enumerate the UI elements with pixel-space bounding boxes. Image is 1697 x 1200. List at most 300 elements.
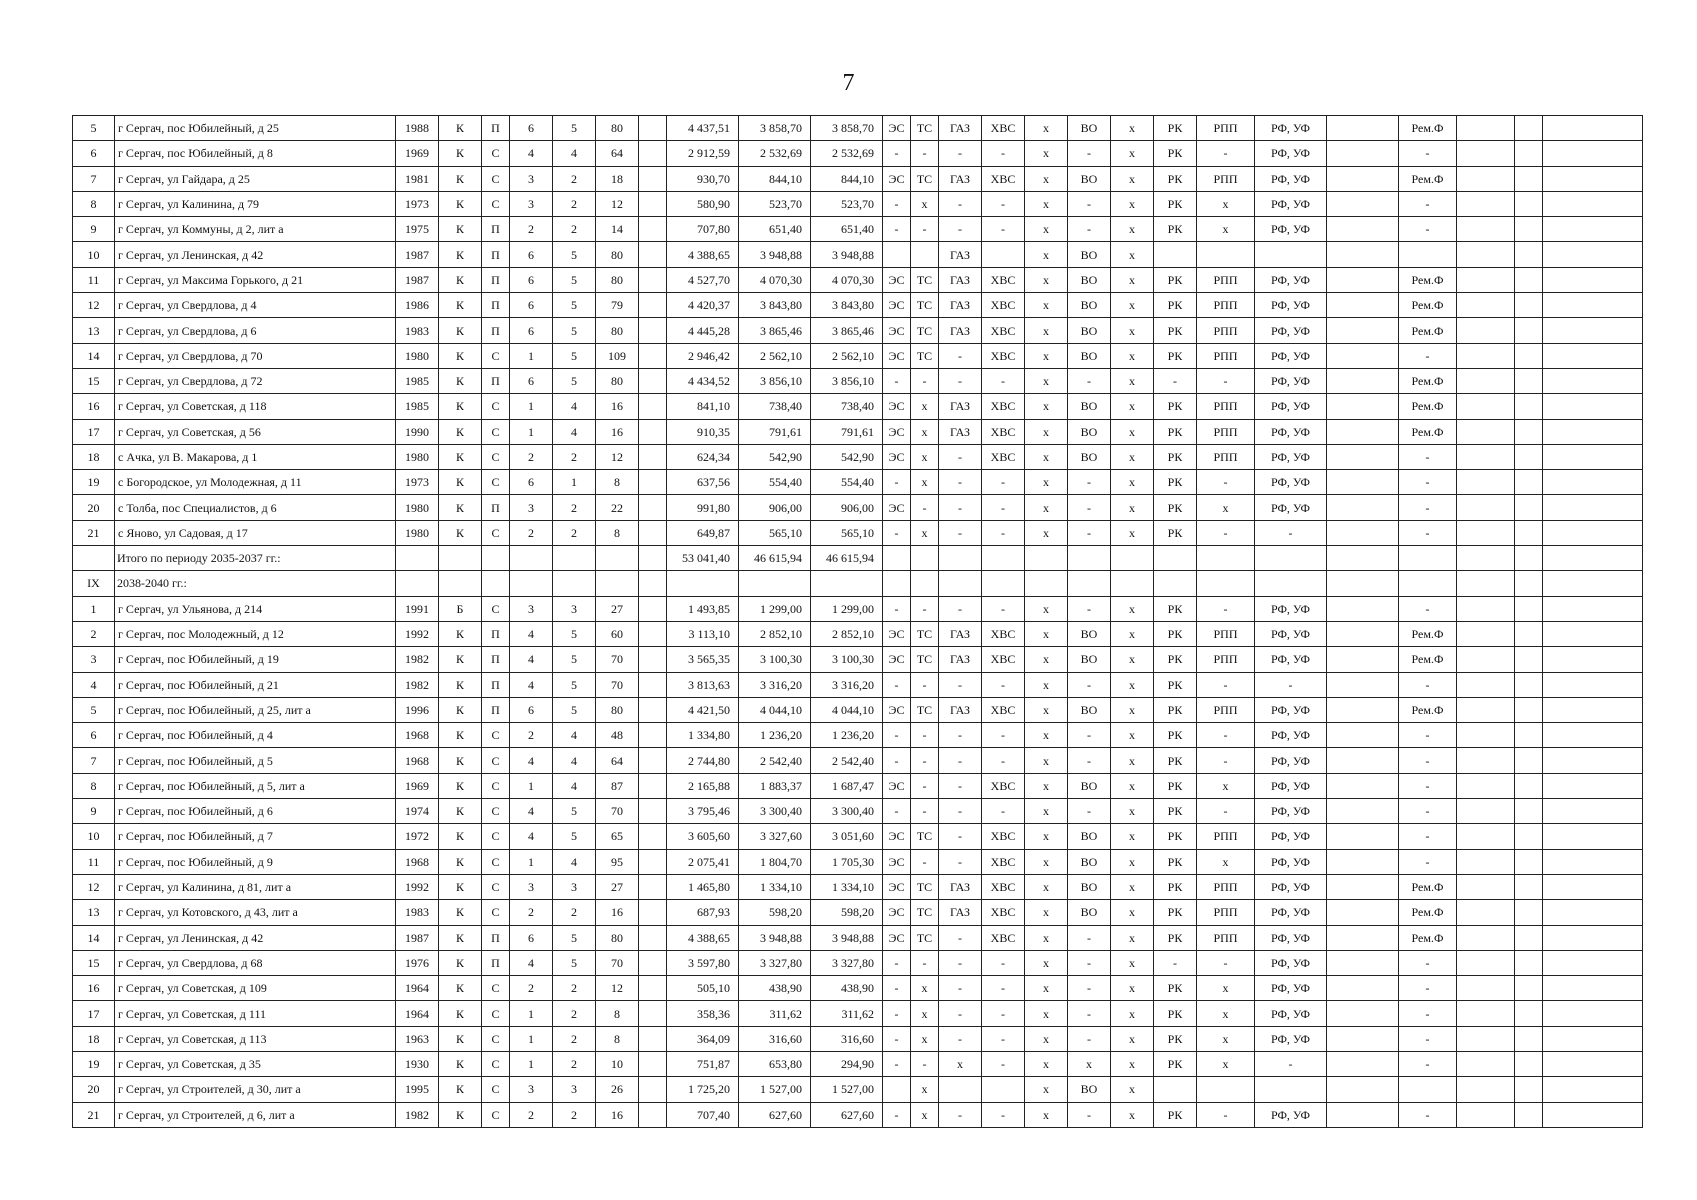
area-cell: 637,56 (667, 470, 739, 495)
table-cell: С (482, 596, 510, 621)
table-cell (1399, 571, 1457, 596)
table-cell: - (883, 191, 911, 216)
table-cell (1457, 1102, 1515, 1127)
table-cell: РФ, УФ (1255, 419, 1327, 444)
table-cell: х (1111, 217, 1154, 242)
table-cell: 12 (596, 444, 639, 469)
table-cell: РК (1154, 1026, 1197, 1051)
table-cell (1457, 470, 1515, 495)
table-cell (1457, 596, 1515, 621)
table-cell: - (1197, 672, 1255, 697)
table-cell: - (911, 217, 939, 242)
table-cell (1543, 343, 1643, 368)
address-cell: г Сергач, ул Свердлова, д 6 (115, 318, 396, 343)
table-cell: - (883, 141, 911, 166)
table-cell (1515, 621, 1543, 646)
table-cell: - (911, 773, 939, 798)
table-cell: К (439, 697, 482, 722)
table-cell (639, 343, 667, 368)
table-cell: - (1154, 950, 1197, 975)
table-cell: Б (439, 596, 482, 621)
area-cell: 3 605,60 (667, 824, 739, 849)
table-cell (639, 470, 667, 495)
table-row (73, 293, 1643, 318)
table-cell: х (1025, 520, 1068, 545)
row-number-cell: 8 (73, 773, 115, 798)
table-cell: П (482, 672, 510, 697)
table-cell: х (1025, 166, 1068, 191)
table-cell: 1 (510, 849, 553, 874)
table-cell (939, 571, 982, 596)
table-row (73, 773, 1643, 798)
table-cell (1327, 748, 1399, 773)
table-cell (1543, 672, 1643, 697)
table-cell: РФ, УФ (1255, 217, 1327, 242)
area-cell: 844,10 (739, 166, 811, 191)
area-cell: 1 705,30 (811, 849, 883, 874)
table-cell (639, 1077, 667, 1102)
table-cell (1543, 950, 1643, 975)
table-cell: х (1111, 267, 1154, 292)
table-cell: 2 (553, 495, 596, 520)
table-cell: - (883, 520, 911, 545)
table-cell: 109 (596, 343, 639, 368)
table-cell (1543, 621, 1643, 646)
table-row (73, 394, 1643, 419)
table-cell: х (1025, 1102, 1068, 1127)
table-cell (1255, 1077, 1327, 1102)
table-cell (1327, 672, 1399, 697)
year-cell: 1990 (396, 419, 439, 444)
table-cell: 6 (510, 293, 553, 318)
table-cell (1515, 950, 1543, 975)
table-cell: ЭС (883, 444, 911, 469)
table-cell (1515, 874, 1543, 899)
table-cell (1543, 723, 1643, 748)
table-cell: - (1197, 470, 1255, 495)
table-row (73, 1026, 1643, 1051)
table-cell: - (939, 191, 982, 216)
table-cell (1543, 444, 1643, 469)
table-cell: - (883, 1051, 911, 1076)
table-cell: К (439, 419, 482, 444)
table-cell: х (1111, 318, 1154, 343)
area-cell: 910,35 (667, 419, 739, 444)
table-cell (1457, 495, 1515, 520)
table-cell: К (439, 495, 482, 520)
area-cell: 294,90 (811, 1051, 883, 1076)
area-cell (811, 571, 883, 596)
table-cell: РК (1154, 293, 1197, 318)
row-number-cell: 11 (73, 849, 115, 874)
table-cell: - (1068, 723, 1111, 748)
area-cell: 2 912,59 (667, 141, 739, 166)
table-cell: С (482, 444, 510, 469)
table-cell (883, 242, 911, 267)
table-cell: ВО (1068, 874, 1111, 899)
table-cell: ЭС (883, 621, 911, 646)
address-cell: г Сергач, ул Советская, д 56 (115, 419, 396, 444)
table-cell: - (1399, 672, 1457, 697)
table-cell: 95 (596, 849, 639, 874)
table-cell (1457, 191, 1515, 216)
table-cell: РФ, УФ (1255, 470, 1327, 495)
area-cell: 738,40 (739, 394, 811, 419)
area-cell: 4 070,30 (739, 267, 811, 292)
table-cell: РФ, УФ (1255, 976, 1327, 1001)
table-cell: 5 (553, 647, 596, 672)
table-cell: - (1197, 596, 1255, 621)
table-cell (510, 546, 553, 571)
table-cell: - (939, 1001, 982, 1026)
area-cell: 4 445,28 (667, 318, 739, 343)
area-cell: 364,09 (667, 1026, 739, 1051)
table-cell: ВО (1068, 166, 1111, 191)
table-cell: РФ, УФ (1255, 1102, 1327, 1127)
table-cell: ХВС (982, 419, 1025, 444)
table-cell: 3 (510, 1077, 553, 1102)
area-cell: 4 388,65 (667, 925, 739, 950)
table-cell (1543, 394, 1643, 419)
table-cell: ВО (1068, 697, 1111, 722)
table-cell: х (1197, 976, 1255, 1001)
row-number-cell: 8 (73, 191, 115, 216)
table-cell: х (911, 470, 939, 495)
area-cell: 3 316,20 (739, 672, 811, 697)
table-cell (1327, 697, 1399, 722)
table-cell: х (1025, 293, 1068, 318)
table-cell (1543, 419, 1643, 444)
table-cell: 6 (510, 368, 553, 393)
table-cell: ГАЗ (939, 267, 982, 292)
table-cell (982, 242, 1025, 267)
table-cell: - (939, 799, 982, 824)
row-number-cell: 13 (73, 318, 115, 343)
area-cell: 598,20 (739, 900, 811, 925)
address-cell: г Сергач, ул Свердлова, д 70 (115, 343, 396, 368)
table-cell: 4 (553, 748, 596, 773)
table-cell: РФ, УФ (1255, 293, 1327, 318)
year-cell: 1968 (396, 748, 439, 773)
year-cell: 1992 (396, 621, 439, 646)
table-cell (1515, 900, 1543, 925)
table-cell (1515, 394, 1543, 419)
table-cell: 79 (596, 293, 639, 318)
area-cell: 651,40 (811, 217, 883, 242)
address-cell: г Сергач, ул Строителей, д 6, лит а (115, 1102, 396, 1127)
table-cell: 6 (510, 318, 553, 343)
table-cell: 10 (596, 1051, 639, 1076)
table-cell: х (1197, 191, 1255, 216)
table-cell: К (439, 470, 482, 495)
table-cell (1327, 596, 1399, 621)
table-cell: 1 (510, 394, 553, 419)
table-cell: ХВС (982, 267, 1025, 292)
table-cell: - (1197, 723, 1255, 748)
table-cell: 2 (510, 1102, 553, 1127)
table-cell: - (1197, 1102, 1255, 1127)
table-cell (1543, 217, 1643, 242)
table-row (73, 1001, 1643, 1026)
area-cell: 3 327,80 (739, 950, 811, 975)
table-cell (1327, 976, 1399, 1001)
table-cell (1543, 470, 1643, 495)
table-cell: - (1399, 799, 1457, 824)
table-cell: П (482, 242, 510, 267)
area-cell: 3 856,10 (739, 368, 811, 393)
table-cell: - (982, 723, 1025, 748)
table-cell: х (1025, 723, 1068, 748)
table-cell: К (439, 191, 482, 216)
table-cell (553, 571, 596, 596)
table-cell: 5 (553, 697, 596, 722)
table-cell: х (1025, 824, 1068, 849)
table-cell: - (883, 672, 911, 697)
table-cell: 3 (510, 596, 553, 621)
table-cell: х (1025, 874, 1068, 899)
table-row (73, 419, 1643, 444)
table-cell: ТС (911, 900, 939, 925)
table-cell: - (1068, 1026, 1111, 1051)
table-cell: - (982, 1051, 1025, 1076)
table-cell: РК (1154, 343, 1197, 368)
table-cell (510, 571, 553, 596)
table-cell: ТС (911, 697, 939, 722)
table-cell: Рем.Ф (1399, 267, 1457, 292)
table-cell: К (439, 976, 482, 1001)
table-cell (1457, 546, 1515, 571)
table-cell: 70 (596, 672, 639, 697)
table-cell: х (1111, 394, 1154, 419)
table-cell: 27 (596, 596, 639, 621)
table-cell: ХВС (982, 925, 1025, 950)
table-cell: 3 (553, 596, 596, 621)
table-cell (1457, 368, 1515, 393)
table-cell: ТС (911, 621, 939, 646)
table-cell: - (1068, 520, 1111, 545)
table-cell: РК (1154, 976, 1197, 1001)
table-cell: Рем.Ф (1399, 874, 1457, 899)
table-cell: РК (1154, 1001, 1197, 1026)
table-cell: х (1025, 242, 1068, 267)
table-cell: К (439, 621, 482, 646)
table-cell (1457, 217, 1515, 242)
row-number-cell: 5 (73, 697, 115, 722)
table-cell (639, 950, 667, 975)
row-number-cell: 3 (73, 647, 115, 672)
table-cell (639, 318, 667, 343)
table-cell: х (911, 1077, 939, 1102)
table-cell: 4 (510, 672, 553, 697)
table-cell (1543, 1077, 1643, 1102)
table-cell: - (883, 748, 911, 773)
row-number-cell: 18 (73, 444, 115, 469)
table-cell (1515, 824, 1543, 849)
row-number-cell: 16 (73, 394, 115, 419)
table-cell (1327, 799, 1399, 824)
table-cell: ГАЗ (939, 293, 982, 318)
table-cell: К (439, 166, 482, 191)
area-cell: 627,60 (739, 1102, 811, 1127)
address-cell: с Толба, пос Специалистов, д 6 (115, 495, 396, 520)
area-cell: 1 334,80 (667, 723, 739, 748)
area-cell: 3 100,30 (811, 647, 883, 672)
table-cell: ГАЗ (939, 116, 982, 141)
table-cell (439, 546, 482, 571)
table-cell: ТС (911, 925, 939, 950)
table-cell: ТС (911, 293, 939, 318)
table-cell (1543, 874, 1643, 899)
area-cell: 1 299,00 (811, 596, 883, 621)
area-cell: 2 075,41 (667, 849, 739, 874)
table-cell: П (482, 925, 510, 950)
address-cell: г Сергач, ул Калинина, д 81, лит а (115, 874, 396, 899)
table-cell: х (1025, 697, 1068, 722)
table-cell: - (1068, 799, 1111, 824)
table-cell: РПП (1197, 621, 1255, 646)
table-cell: РФ, УФ (1255, 799, 1327, 824)
table-cell: 5 (553, 672, 596, 697)
year-cell: 1980 (396, 520, 439, 545)
table-cell: 3 (510, 874, 553, 899)
table-cell: 5 (553, 824, 596, 849)
table-cell (1543, 1051, 1643, 1076)
area-cell: 3 843,80 (811, 293, 883, 318)
area-cell: 1 527,00 (739, 1077, 811, 1102)
table-row (73, 116, 1643, 141)
table-cell: РК (1154, 697, 1197, 722)
table-cell: - (982, 672, 1025, 697)
table-cell: С (482, 191, 510, 216)
table-cell: - (1068, 470, 1111, 495)
table-cell: РК (1154, 672, 1197, 697)
table-cell (1515, 166, 1543, 191)
area-cell: 1 334,10 (739, 874, 811, 899)
table-cell (1515, 191, 1543, 216)
table-cell: - (911, 495, 939, 520)
table-cell: ВО (1068, 647, 1111, 672)
table-cell: х (1111, 166, 1154, 191)
area-cell: 3 316,20 (811, 672, 883, 697)
table-cell (639, 1051, 667, 1076)
table-cell: С (482, 976, 510, 1001)
table-cell (1457, 672, 1515, 697)
table-cell: 1 (510, 343, 553, 368)
table-cell (1515, 799, 1543, 824)
table-cell: ЭС (883, 849, 911, 874)
area-cell: 311,62 (811, 1001, 883, 1026)
table-cell (1457, 571, 1515, 596)
table-cell: х (1111, 647, 1154, 672)
table-cell (1327, 116, 1399, 141)
table-row (73, 1102, 1643, 1127)
year-cell: 1982 (396, 647, 439, 672)
table-cell: ЭС (883, 267, 911, 292)
table-cell: 2 (510, 520, 553, 545)
table-cell: Рем.Ф (1399, 166, 1457, 191)
area-cell: 3 813,63 (667, 672, 739, 697)
table-cell (1543, 318, 1643, 343)
area-cell: 2 562,10 (739, 343, 811, 368)
registry-body (73, 116, 1643, 1128)
area-cell: 542,90 (739, 444, 811, 469)
table-cell (1327, 900, 1399, 925)
table-cell (1543, 596, 1643, 621)
area-cell: 3 843,80 (739, 293, 811, 318)
table-cell (911, 571, 939, 596)
table-cell: 80 (596, 267, 639, 292)
table-cell: х (911, 1001, 939, 1026)
table-cell: ВО (1068, 621, 1111, 646)
table-cell: - (982, 1026, 1025, 1051)
table-cell (1543, 141, 1643, 166)
table-cell: ГАЗ (939, 874, 982, 899)
table-cell: - (1399, 723, 1457, 748)
area-cell: 2 165,88 (667, 773, 739, 798)
table-cell: 2 (553, 217, 596, 242)
table-cell: К (439, 723, 482, 748)
area-cell: 627,60 (811, 1102, 883, 1127)
table-cell: х (1025, 368, 1068, 393)
table-cell: х (1111, 419, 1154, 444)
table-cell (883, 571, 911, 596)
year-cell: 1983 (396, 318, 439, 343)
table-cell (639, 647, 667, 672)
table-cell: 2 (553, 1102, 596, 1127)
table-cell: 80 (596, 242, 639, 267)
row-number-cell: 11 (73, 267, 115, 292)
table-cell (1543, 900, 1643, 925)
year-cell: 1995 (396, 1077, 439, 1102)
area-cell: 1 465,80 (667, 874, 739, 899)
year-cell: 1974 (396, 799, 439, 824)
table-cell: ВО (1068, 773, 1111, 798)
table-cell: РК (1154, 1051, 1197, 1076)
table-cell: ЭС (883, 495, 911, 520)
table-row (73, 242, 1643, 267)
table-cell (939, 546, 982, 571)
address-cell: с Ачка, ул В. Макарова, д 1 (115, 444, 396, 469)
area-cell: 3 948,88 (739, 925, 811, 950)
year-cell: 1988 (396, 116, 439, 141)
area-cell: 651,40 (739, 217, 811, 242)
table-cell: ГАЗ (939, 621, 982, 646)
table-cell (1457, 1001, 1515, 1026)
table-cell: Рем.Ф (1399, 116, 1457, 141)
table-cell: 6 (510, 267, 553, 292)
area-cell: 4 434,52 (667, 368, 739, 393)
area-cell: 2 852,10 (739, 621, 811, 646)
housing-registry-table (72, 115, 1643, 1128)
area-cell: 316,60 (811, 1026, 883, 1051)
table-cell: х (1111, 293, 1154, 318)
table-cell: - (1197, 799, 1255, 824)
table-cell: С (482, 1102, 510, 1127)
table-cell: 2 (553, 900, 596, 925)
table-row (73, 520, 1643, 545)
table-cell: К (439, 318, 482, 343)
table-cell: К (439, 444, 482, 469)
table-cell (439, 571, 482, 596)
table-cell (1327, 546, 1399, 571)
table-cell: РФ, УФ (1255, 267, 1327, 292)
table-cell: 5 (553, 343, 596, 368)
table-cell: 5 (553, 267, 596, 292)
table-cell: РК (1154, 394, 1197, 419)
table-cell (1515, 1077, 1543, 1102)
table-cell (982, 571, 1025, 596)
table-row (73, 166, 1643, 191)
